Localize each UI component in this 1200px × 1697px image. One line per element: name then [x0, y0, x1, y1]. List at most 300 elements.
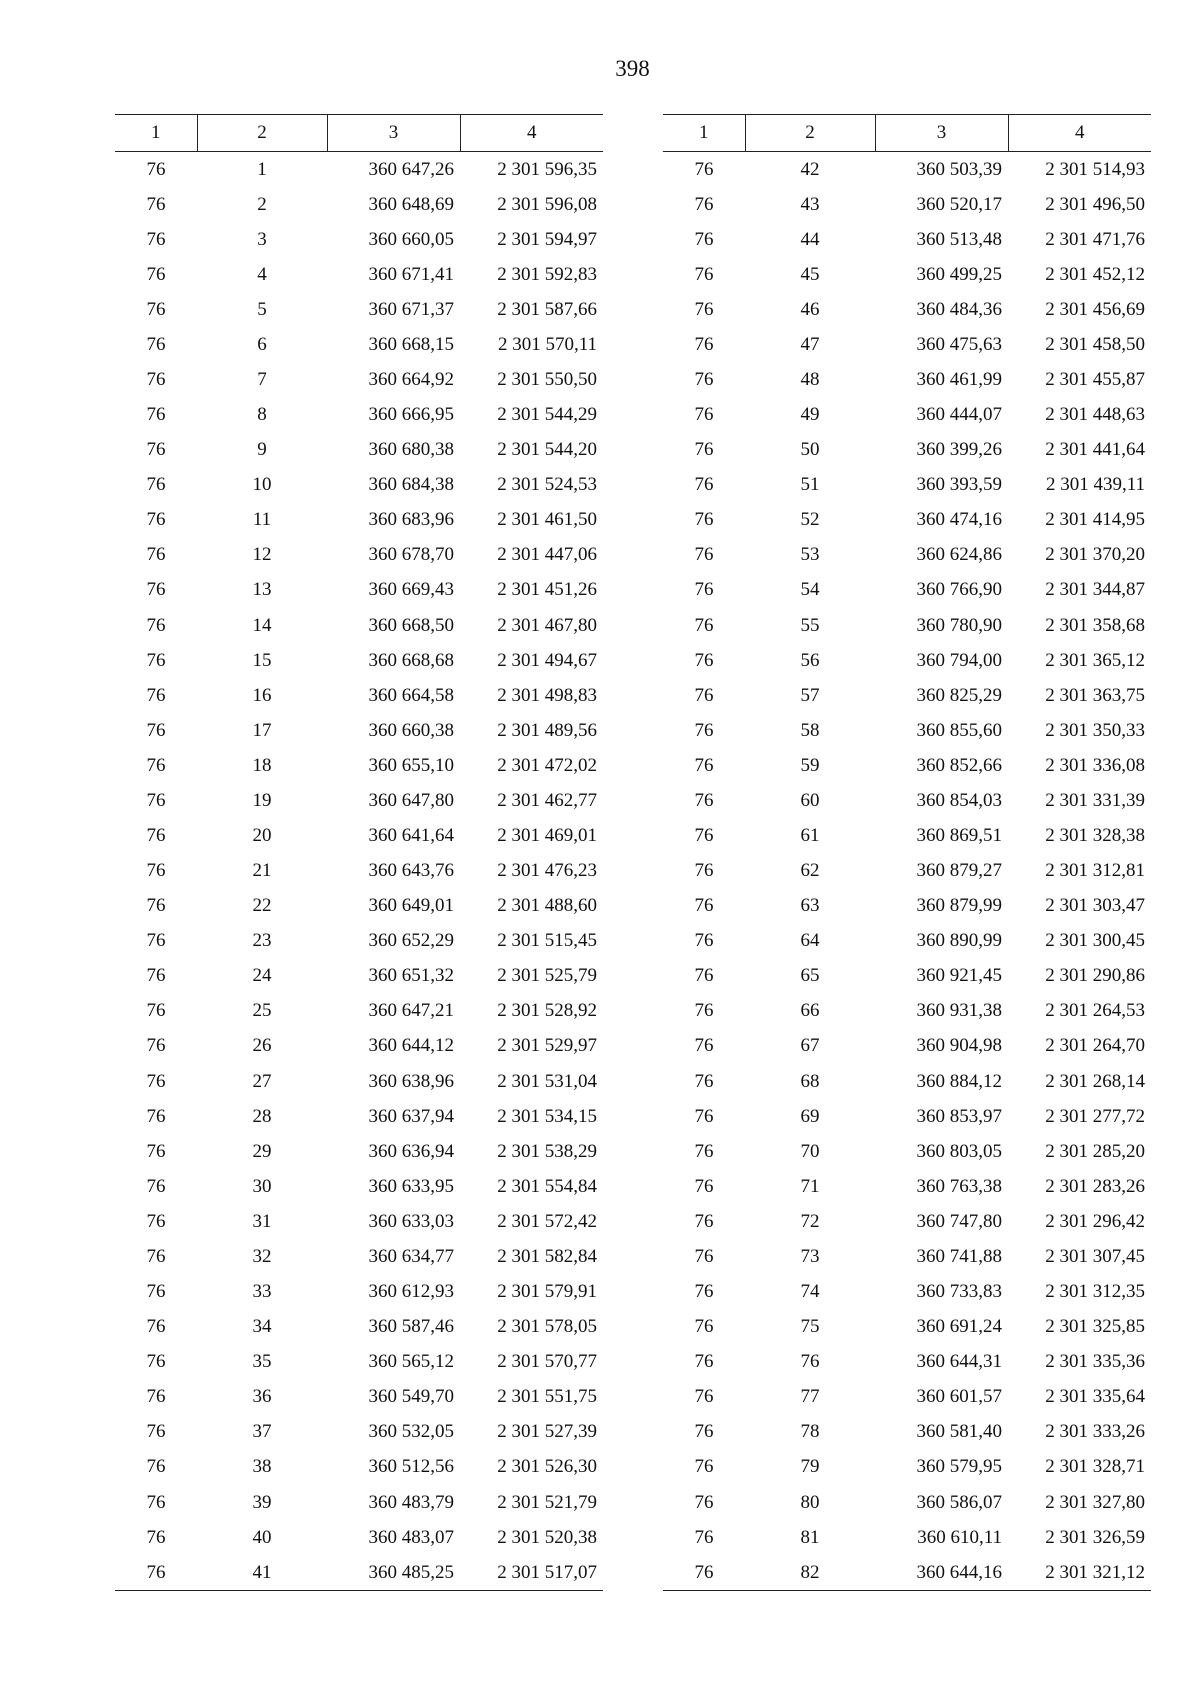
cell-point: 57 — [800, 684, 820, 706]
cell-point: 53 — [800, 544, 820, 566]
cell-y: 2 301 517,07 — [460, 1555, 603, 1591]
cell-section: 76 — [694, 1210, 714, 1232]
cell-section: 76 — [146, 965, 166, 987]
cell-x: 360 581,40 — [916, 1421, 1002, 1443]
cell-section: 76 — [694, 1035, 714, 1057]
cell-point: 47 — [800, 333, 820, 355]
table-row — [115, 503, 603, 538]
cell-section: 76 — [146, 158, 166, 180]
cell-x: 360 884,12 — [916, 1070, 1002, 1092]
cell-point: 26 — [252, 1035, 272, 1057]
table-row — [663, 1204, 1151, 1239]
table-row — [663, 959, 1151, 994]
cell-point: 49 — [800, 404, 820, 426]
cell-section: 76 — [694, 1175, 714, 1197]
cell-x: 360 684,38 — [368, 474, 454, 496]
cell-x: 360 601,57 — [916, 1386, 1002, 1408]
cell-y: 2 301 328,71 — [1045, 1456, 1145, 1478]
table-row — [663, 783, 1151, 818]
cell-x: 360 483,07 — [368, 1526, 454, 1548]
cell-point: 55 — [800, 614, 820, 636]
cell-point: 71 — [800, 1175, 820, 1197]
cell-point: 61 — [800, 825, 820, 847]
cell-point: 5 — [257, 298, 267, 320]
table-row — [663, 713, 1151, 748]
table-row — [115, 1239, 603, 1274]
cell-x: 360 852,66 — [916, 754, 1002, 776]
cell-point: 74 — [800, 1281, 820, 1303]
table-row — [663, 678, 1151, 713]
cell-x: 360 638,96 — [368, 1070, 454, 1092]
table-row — [115, 1029, 603, 1064]
cell-section: 76 — [694, 1140, 714, 1162]
cell-x: 360 853,97 — [916, 1105, 1002, 1127]
cell-x: 360 664,58 — [368, 684, 454, 706]
table-row — [115, 678, 603, 713]
cell-section: 76 — [146, 1245, 166, 1267]
table-row — [663, 222, 1151, 257]
cell-point: 24 — [252, 965, 272, 987]
cell-x: 360 854,03 — [916, 789, 1002, 811]
cell-section: 76 — [694, 509, 714, 531]
table-row — [663, 643, 1151, 678]
cell-x: 360 637,94 — [368, 1105, 454, 1127]
cell-y: 2 301 439,11 — [1045, 474, 1145, 496]
table-row — [115, 854, 603, 889]
cell-point: 45 — [800, 263, 820, 285]
cell-point: 73 — [800, 1245, 820, 1267]
cell-x: 360 691,24 — [916, 1316, 1002, 1338]
column-header-3: 3 — [875, 115, 1008, 152]
cell-x: 360 461,99 — [916, 369, 1002, 390]
cell-point: 69 — [800, 1105, 820, 1127]
table-row — [663, 1029, 1151, 1064]
table-row — [115, 1520, 603, 1555]
table-row — [115, 573, 603, 608]
cell-point: 59 — [800, 754, 820, 776]
cell-point: 33 — [252, 1281, 272, 1303]
cell-y: 2 301 365,12 — [1045, 649, 1145, 671]
table-row — [115, 783, 603, 818]
table-row — [115, 398, 603, 433]
cell-section: 76 — [146, 544, 166, 566]
table-row — [115, 1169, 603, 1204]
cell-x: 360 644,12 — [368, 1035, 454, 1057]
cell-x: 360 931,38 — [916, 1000, 1002, 1022]
cell-section: 76 — [694, 1105, 714, 1127]
cell-section: 76 — [694, 719, 714, 741]
cell-y: 2 301 268,14 — [1045, 1070, 1145, 1092]
coordinates-table-right — [663, 114, 1151, 1591]
cell-section: 76 — [663, 1555, 745, 1591]
table-row — [115, 468, 603, 503]
cell-section: 76 — [146, 1491, 166, 1513]
table-row — [663, 327, 1151, 362]
cell-x: 360 680,38 — [368, 439, 454, 461]
table-row — [663, 398, 1151, 433]
cell-point: 27 — [252, 1070, 272, 1092]
cell-x: 360 483,79 — [368, 1491, 454, 1513]
cell-point: 80 — [800, 1491, 820, 1513]
cell-section: 76 — [146, 193, 166, 215]
cell-point: 32 — [252, 1245, 272, 1267]
table-row — [115, 1450, 603, 1485]
cell-x: 360 763,38 — [916, 1175, 1002, 1197]
cell-section: 76 — [146, 1386, 166, 1408]
cell-y: 2 301 312,35 — [1045, 1281, 1145, 1303]
table-row — [663, 1450, 1151, 1485]
cell-y: 2 301 358,68 — [1045, 614, 1145, 636]
cell-section: 76 — [146, 1351, 166, 1373]
cell-point: 35 — [252, 1351, 272, 1373]
cell-y: 2 301 498,83 — [497, 684, 597, 706]
cell-point: 76 — [800, 1351, 820, 1373]
cell-point: 13 — [252, 579, 272, 601]
cell-x: 360 733,83 — [916, 1281, 1002, 1303]
table-row — [663, 1485, 1151, 1520]
table-row — [663, 924, 1151, 959]
table-row — [115, 1275, 603, 1310]
cell-x: 360 634,77 — [368, 1245, 454, 1267]
cell-point: 22 — [252, 895, 272, 917]
table-row — [663, 1555, 1151, 1591]
cell-section: 76 — [694, 439, 714, 461]
cell-point: 36 — [252, 1386, 272, 1408]
cell-x: 360 484,36 — [916, 298, 1002, 320]
cell-x: 360 513,48 — [916, 228, 1002, 250]
cell-x: 360 610,11 — [917, 1526, 1002, 1548]
cell-point: 56 — [800, 649, 820, 671]
cell-point: 78 — [800, 1421, 820, 1443]
cell-y: 2 301 594,97 — [497, 228, 597, 250]
cell-section: 76 — [146, 439, 166, 461]
cell-point: 37 — [252, 1421, 272, 1443]
table-row — [115, 1555, 603, 1591]
cell-point: 58 — [800, 719, 820, 741]
cell-y: 2 301 335,36 — [1045, 1351, 1145, 1373]
cell-section: 76 — [146, 614, 166, 636]
table-row — [663, 468, 1151, 503]
table-row — [663, 1415, 1151, 1450]
cell-x: 360 633,03 — [368, 1210, 454, 1232]
table-row — [115, 713, 603, 748]
cell-point: 48 — [800, 369, 820, 390]
cell-section: 76 — [694, 895, 714, 917]
cell-y: 2 301 587,66 — [497, 298, 597, 320]
cell-x: 360 655,10 — [368, 754, 454, 776]
cell-section: 76 — [694, 298, 714, 320]
cell-y: 2 301 526,30 — [497, 1456, 597, 1478]
table-row — [663, 1520, 1151, 1555]
cell-point: 20 — [252, 825, 272, 847]
cell-x: 360 664,92 — [368, 369, 454, 390]
cell-y: 2 301 326,59 — [1045, 1526, 1145, 1548]
cell-y: 2 301 467,80 — [497, 614, 597, 636]
table-row — [115, 1380, 603, 1415]
cell-section: 76 — [694, 614, 714, 636]
cell-section: 76 — [694, 1421, 714, 1443]
cell-section: 76 — [146, 263, 166, 285]
table-row — [115, 292, 603, 327]
cell-y: 2 301 277,72 — [1045, 1105, 1145, 1127]
cell-x: 360 647,26 — [368, 158, 454, 180]
cell-y: 2 301 524,53 — [497, 474, 597, 496]
cell-point: 62 — [800, 860, 820, 882]
cell-x: 360 794,00 — [916, 649, 1002, 671]
cell-section: 76 — [694, 1281, 714, 1303]
cell-section: 76 — [694, 965, 714, 987]
column-header-2: 2 — [197, 115, 327, 152]
cell-point: 46 — [800, 298, 820, 320]
cell-y: 2 301 488,60 — [497, 895, 597, 917]
cell-section: 76 — [694, 544, 714, 566]
table-row — [115, 222, 603, 257]
cell-section: 76 — [694, 193, 714, 215]
table-row — [663, 503, 1151, 538]
cell-section: 76 — [694, 333, 714, 355]
cell-section: 76 — [694, 579, 714, 601]
cell-x: 360 633,95 — [368, 1175, 454, 1197]
cell-section: 76 — [694, 263, 714, 285]
cell-y: 2 301 570,77 — [497, 1351, 597, 1373]
cell-point: 16 — [252, 684, 272, 706]
cell-point: 50 — [800, 439, 820, 461]
cell-y: 2 301 458,50 — [1045, 333, 1145, 355]
cell-point: 39 — [252, 1491, 272, 1513]
cell-section: 76 — [694, 1351, 714, 1373]
cell-y: 2 301 579,91 — [497, 1281, 597, 1303]
cell-section: 76 — [146, 333, 166, 355]
cell-section: 76 — [694, 1456, 714, 1478]
cell-x: 360 587,46 — [368, 1316, 454, 1338]
table-row — [663, 1345, 1151, 1380]
cell-point: 63 — [800, 895, 820, 917]
column-header-2: 2 — [745, 115, 875, 152]
table-row — [663, 257, 1151, 292]
cell-point: 3 — [257, 228, 267, 250]
cell-y: 2 301 570,11 — [497, 333, 597, 355]
cell-section: 76 — [146, 860, 166, 882]
cell-x: 360 393,59 — [916, 474, 1002, 496]
cell-point: 34 — [252, 1316, 272, 1338]
cell-y: 2 301 447,06 — [497, 544, 597, 566]
cell-y: 2 301 534,15 — [497, 1105, 597, 1127]
table-header-row — [663, 115, 1151, 152]
cell-x: 360 921,45 — [916, 965, 1002, 987]
cell-x: 360 641,64 — [368, 825, 454, 847]
cell-y: 2 301 321,12 — [1008, 1555, 1151, 1591]
cell-point: 4 — [257, 263, 267, 285]
cell-section: 76 — [694, 789, 714, 811]
cell-y: 2 301 494,67 — [497, 649, 597, 671]
cell-section: 76 — [694, 474, 714, 496]
cell-x: 360 474,16 — [916, 509, 1002, 531]
table-row — [663, 854, 1151, 889]
cell-section: 76 — [146, 895, 166, 917]
cell-section: 76 — [694, 684, 714, 706]
cell-point: 79 — [800, 1456, 820, 1478]
cell-y: 2 301 596,08 — [497, 193, 597, 215]
cell-y: 2 301 344,87 — [1045, 579, 1145, 601]
cell-y: 2 301 307,45 — [1045, 1245, 1145, 1267]
cell-y: 2 301 461,50 — [497, 509, 597, 531]
cell-section: 76 — [694, 1070, 714, 1092]
cell-point: 82 — [745, 1555, 875, 1591]
cell-y: 2 301 582,84 — [497, 1245, 597, 1267]
cell-section: 76 — [146, 1281, 166, 1303]
table-row — [115, 959, 603, 994]
cell-y: 2 301 544,29 — [497, 404, 597, 426]
cell-x: 360 904,98 — [916, 1035, 1002, 1057]
column-header-1: 1 — [115, 115, 197, 152]
cell-x: 360 879,27 — [916, 860, 1002, 882]
cell-y: 2 301 350,33 — [1045, 719, 1145, 741]
cell-x: 360 671,37 — [368, 298, 454, 320]
page-number: 398 — [615, 56, 650, 81]
cell-y: 2 301 489,56 — [497, 719, 597, 741]
table-row — [663, 1134, 1151, 1169]
cell-y: 2 301 296,42 — [1045, 1210, 1145, 1232]
table-row — [663, 1064, 1151, 1099]
cell-y: 2 301 496,50 — [1045, 193, 1145, 215]
cell-section: 76 — [146, 930, 166, 952]
cell-x: 360 666,95 — [368, 404, 454, 426]
cell-section: 76 — [694, 825, 714, 847]
cell-x: 360 855,60 — [916, 719, 1002, 741]
cell-point: 75 — [800, 1316, 820, 1338]
cell-section: 76 — [694, 649, 714, 671]
cell-point: 17 — [252, 719, 272, 741]
cell-section: 76 — [146, 789, 166, 811]
cell-point: 6 — [257, 333, 267, 355]
cell-y: 2 301 471,76 — [1045, 228, 1145, 250]
cell-y: 2 301 538,29 — [497, 1140, 597, 1162]
cell-point: 60 — [800, 789, 820, 811]
cell-section: 76 — [146, 754, 166, 776]
table-row — [115, 818, 603, 853]
table-row — [115, 608, 603, 643]
cell-x: 360 669,43 — [368, 579, 454, 601]
cell-point: 72 — [800, 1210, 820, 1232]
cell-y: 2 301 363,75 — [1045, 684, 1145, 706]
cell-section: 76 — [146, 509, 166, 531]
cell-x: 360 660,05 — [368, 228, 454, 250]
table-row — [663, 538, 1151, 573]
table-row — [663, 187, 1151, 222]
cell-section: 76 — [694, 1000, 714, 1022]
cell-point: 12 — [252, 544, 272, 566]
cell-section: 76 — [694, 930, 714, 952]
cell-x: 360 475,63 — [916, 333, 1002, 355]
cell-point: 52 — [800, 509, 820, 531]
cell-y: 2 301 303,47 — [1045, 895, 1145, 917]
cell-section: 76 — [146, 719, 166, 741]
cell-y: 2 301 525,79 — [497, 965, 597, 987]
cell-x: 360 647,21 — [368, 1000, 454, 1022]
cell-section: 76 — [146, 1035, 166, 1057]
cell-x: 360 890,99 — [916, 930, 1002, 952]
cell-point: 9 — [257, 439, 267, 461]
cell-section: 76 — [146, 1140, 166, 1162]
cell-y: 2 301 336,08 — [1045, 754, 1145, 776]
cell-y: 2 301 462,77 — [497, 789, 597, 811]
cell-point: 29 — [252, 1140, 272, 1162]
cell-y: 2 301 448,63 — [1045, 404, 1145, 426]
table-row — [663, 152, 1151, 188]
cell-point: 44 — [800, 228, 820, 250]
cell-section: 76 — [146, 474, 166, 496]
cell-y: 2 301 572,42 — [497, 1210, 597, 1232]
cell-section: 76 — [146, 1316, 166, 1338]
cell-x: 360 668,68 — [368, 649, 454, 671]
cell-point: 7 — [257, 369, 267, 390]
table-row — [115, 362, 603, 397]
cell-x: 360 636,94 — [368, 1140, 454, 1162]
cell-point: 11 — [252, 509, 272, 531]
cell-point: 68 — [800, 1070, 820, 1092]
cell-section: 76 — [694, 1245, 714, 1267]
cell-section: 76 — [146, 1175, 166, 1197]
cell-x: 360 766,90 — [916, 579, 1002, 601]
cell-x: 360 741,88 — [916, 1245, 1002, 1267]
cell-section: 76 — [115, 1555, 197, 1591]
cell-x: 360 647,80 — [368, 789, 454, 811]
table-row — [663, 748, 1151, 783]
cell-y: 2 301 328,38 — [1045, 825, 1145, 847]
cell-point: 64 — [800, 930, 820, 952]
table-row — [115, 1310, 603, 1345]
cell-y: 2 301 515,45 — [497, 930, 597, 952]
cell-x: 360 671,41 — [368, 263, 454, 285]
table-row — [663, 1380, 1151, 1415]
cell-point: 40 — [252, 1526, 272, 1548]
cell-point: 43 — [800, 193, 820, 215]
cell-y: 2 301 596,35 — [497, 158, 597, 180]
cell-x: 360 485,25 — [327, 1555, 460, 1591]
column-header-3: 3 — [327, 115, 460, 152]
cell-x: 360 624,86 — [916, 544, 1002, 566]
cell-section: 76 — [694, 158, 714, 180]
table-row — [115, 889, 603, 924]
cell-point: 38 — [252, 1456, 272, 1478]
cell-y: 2 301 327,80 — [1045, 1491, 1145, 1513]
cell-y: 2 301 331,39 — [1045, 789, 1145, 811]
cell-y: 2 301 452,12 — [1045, 263, 1145, 285]
cell-section: 76 — [146, 579, 166, 601]
cell-point: 30 — [252, 1175, 272, 1197]
cell-x: 360 503,39 — [916, 158, 1002, 180]
cell-point: 67 — [800, 1035, 820, 1057]
cell-y: 2 301 476,23 — [497, 860, 597, 882]
table-row — [663, 292, 1151, 327]
cell-point: 8 — [257, 404, 267, 426]
cell-y: 2 301 290,86 — [1045, 965, 1145, 987]
table-row — [663, 433, 1151, 468]
cell-point: 42 — [800, 158, 820, 180]
table-row — [115, 994, 603, 1029]
cell-y: 2 301 414,95 — [1045, 509, 1145, 531]
cell-point: 23 — [252, 930, 272, 952]
cell-x: 360 683,96 — [368, 509, 454, 531]
cell-point: 41 — [197, 1555, 327, 1591]
cell-section: 76 — [146, 825, 166, 847]
table-row — [115, 643, 603, 678]
cell-y: 2 301 451,26 — [497, 579, 597, 601]
table-row — [115, 1064, 603, 1099]
cell-section: 76 — [694, 1526, 714, 1548]
cell-x: 360 612,93 — [368, 1281, 454, 1303]
cell-x: 360 651,32 — [368, 965, 454, 987]
